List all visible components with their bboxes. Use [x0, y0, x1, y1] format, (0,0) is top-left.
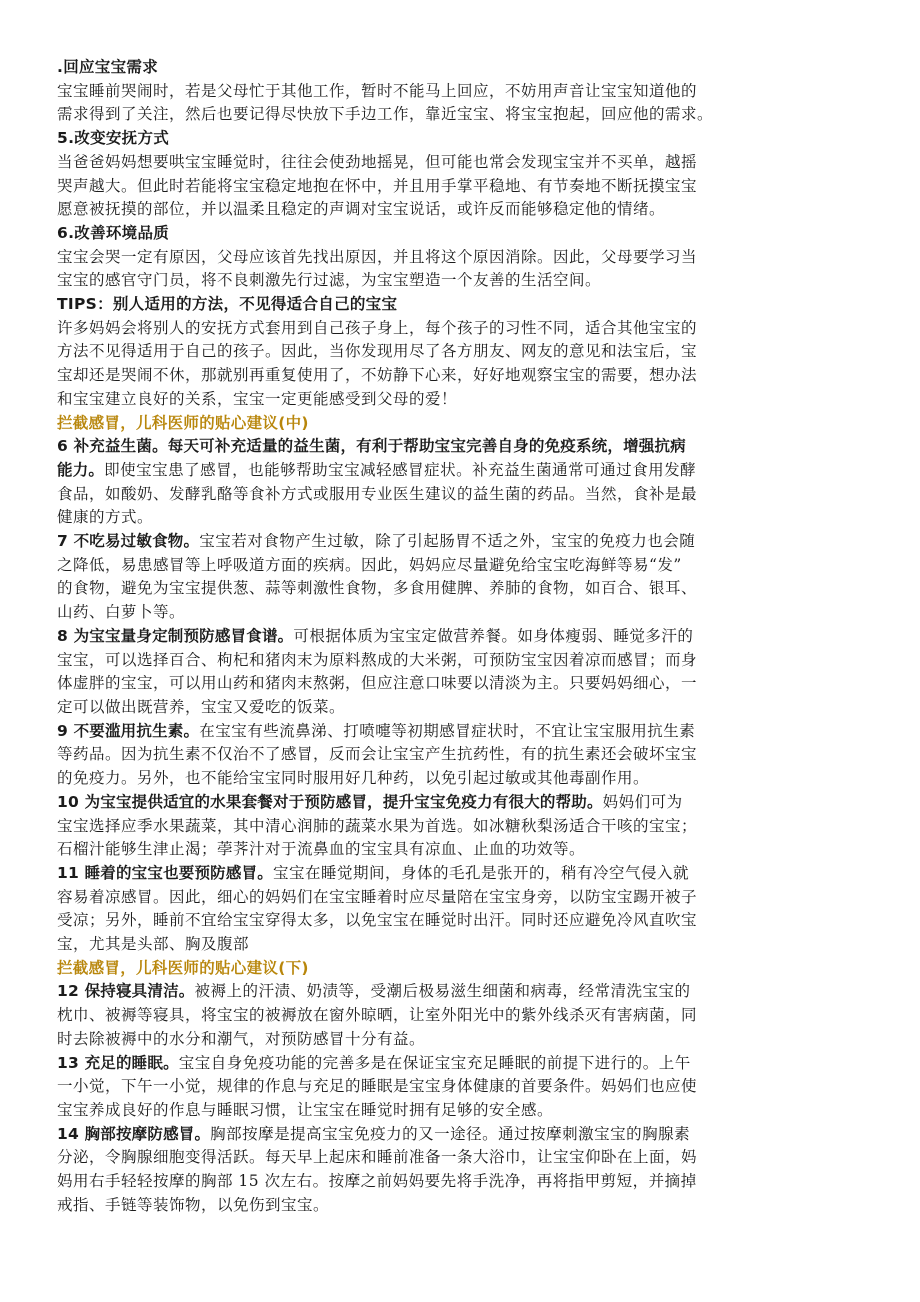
tip-lead-line: [57, 1052, 876, 1076]
tip-lead-bold: 11 睡着的宝宝也要预防感冒。: [57, 863, 273, 882]
tip-lead-line: [57, 980, 876, 1004]
body-text-line: 时去除被褥中的水分和潮气，对预防感冒十分有益。: [57, 1029, 426, 1048]
section-heading-line: 拦截感冒，儿科医师的贴心建议(中): [57, 413, 309, 432]
tip-lead-line: [57, 530, 876, 554]
tip-lead-line: [57, 791, 876, 815]
body-text-line: 食品，如酸奶、发酵乳酪等食补方式或服用专业医生建议的益生菌的药品。当然，食补是最: [57, 484, 698, 503]
tip-lead-bold: 12 保持寝具清洁。: [57, 982, 195, 1001]
tip-lead-bold: 9 不要滥用抗生素。: [57, 721, 200, 740]
document-body: [57, 56, 876, 1217]
tip-lead-bold: 7 不吃易过敏食物。: [57, 532, 200, 551]
subheading-line: .回应宝宝需求: [57, 58, 158, 76]
body-text-line: 枕巾、被褥等寝具，将宝宝的被褥放在窗外晾晒，让室外阳光中的紫外线杀灭有害病菌，同: [57, 1006, 698, 1025]
body-text-line: 宝宝会哭一定有原因，父母应该首先找出原因，并且将这个原因消除。因此，父母要学习当: [57, 247, 698, 266]
body-text-line: 妈用右手轻轻按摩的胸部 15 次左右。按摩之前妈妈要先将手洗净，再将指甲剪短，并摘掉: [57, 1172, 697, 1191]
body-text-line: 的免疫力。另外，也不能给宝宝同时服用好几种药，以免引起过敏或其他毒副作用。: [57, 769, 650, 788]
tip-lead-bold: 6 补充益生菌。每天可补充适量的益生菌，有利于帮助宝宝完善自身的免疫系统，增强抗病: [57, 437, 686, 456]
body-text-line: 容易着凉感冒。因此，细心的妈妈们在宝宝睡着时应尽量陪在宝宝身旁，以防宝宝踢开被子: [57, 887, 698, 906]
body-text-line: 之降低，易患感冒等上呼吸道方面的疾病。因此，妈妈应尽量避免给宝宝吃海鲜等易“发”: [57, 555, 682, 574]
body-text-line: 宝却还是哭闹不休，那就别再重复使用了，不妨静下心来，好好地观察宝宝的需要，想办法: [57, 366, 698, 385]
body-text-line: 宝宝睡前哭闹时，若是父母忙于其他工作，暂时不能马上回应，不妨用声音让宝宝知道他的: [57, 81, 698, 100]
body-text-line: 定可以做出既营养，宝宝又爱吃的饭菜。: [57, 697, 346, 716]
tip-lead-bold: 14 胸部按摩防感冒。: [57, 1124, 211, 1143]
tip-lead-bold: 8 为宝宝量身定制预防感冒食谱。: [57, 626, 294, 645]
body-text-line: 宝宝选择应季水果蔬菜，其中清心润肺的蔬菜水果为首选。如冰糖秋梨汤适合干咳的宝宝；: [57, 816, 698, 835]
body-text-line: 受凉；另外，睡前不宜给宝宝穿得太多，以免宝宝在睡觉时出汗。同时还应避免冷风直吹宝: [57, 911, 698, 930]
tip-lead-text: 宝宝自身免疫功能的完善多是在保证宝宝充足睡眠的前提下进行的。上午: [178, 1053, 691, 1072]
tip-lead-text: 在宝宝有些流鼻涕、打喷嚏等初期感冒症状时，不宜让宝宝服用抗生素: [199, 721, 696, 740]
body-text-line: 等药品。因为抗生素不仅治不了感冒，反而会让宝宝产生抗药性，有的抗生素还会破坏宝宝: [57, 745, 698, 764]
body-text-line: 许多妈妈会将别人的安抚方式套用到自己孩子身上，每个孩子的习性不同，适合其他宝宝的: [57, 318, 698, 337]
tip-lead-line: [57, 625, 876, 649]
body-text-line: 分泌，令胸腺细胞变得活跃。每天早上起床和睡前准备一条大浴巾，让宝宝仰卧在上面，妈: [57, 1148, 698, 1167]
tip-lead-line: [57, 459, 876, 483]
tip-lead-line: [57, 1123, 876, 1147]
body-text-line: 方法不见得适用于自己的孩子。因此，当你发现用尽了各方朋友、网友的意见和法宝后，宝: [57, 342, 698, 361]
body-text-line: 一小觉，下午一小觉，规律的作息与充足的睡眠是宝宝身体健康的首要条件。妈妈们也应使: [57, 1077, 698, 1096]
body-text-line: 山药、白萝卜等。: [57, 603, 186, 622]
body-text-line: 的食物，避免为宝宝提供葱、蒜等刺激性食物，多食用健脾、养肺的食物，如百合、银耳、: [57, 579, 698, 598]
body-text-line: 愿意被抚摸的部位，并以温柔且稳定的声调对宝宝说话，或许反而能够稳定他的情绪。: [57, 200, 666, 219]
tip-lead-bold: 能力。: [57, 460, 105, 479]
body-text-line: 宝，尤其是头部、胸及腹部: [57, 935, 250, 954]
tip-lead-line: [57, 720, 876, 744]
subheading-line: 5.改变安抚方式: [57, 129, 170, 148]
body-text-line: 需求得到了关注，然后也要记得尽快放下手边工作，靠近宝宝、将宝宝抱起，回应他的需求。: [57, 105, 714, 124]
section-heading-line: 拦截感冒，儿科医师的贴心建议(下): [57, 958, 309, 977]
tip-lead-line: [57, 435, 876, 459]
body-text-line: 戒指、手链等装饰物，以免伤到宝宝。: [57, 1195, 330, 1214]
tip-lead-text: 宝宝在睡觉期间，身体的毛孔是张开的，稍有冷空气侵入就: [272, 863, 689, 882]
tip-lead-text: 胸部按摩是提高宝宝免疫力的又一途径。通过按摩刺激宝宝的胸腺素: [210, 1124, 691, 1143]
body-text-line: 哭声越大。但此时若能将宝宝稳定地抱在怀中，并且用手掌平稳地、有节奏地不断抚摸宝宝: [57, 176, 698, 195]
body-text-line: 宝宝，可以选择百合、枸杞和猪肉末为原料熬成的大米粥，可预防宝宝因着凉而感冒；而身: [57, 650, 698, 669]
body-text-line: 健康的方式。: [57, 508, 154, 527]
subheading-line: TIPS：别人适用的方法，不见得适合自己的宝宝: [57, 295, 398, 314]
tip-lead-text: 即使宝宝患了感冒，也能够帮助宝宝减轻感冒症状。补充益生菌通常可通过食用发酵: [104, 460, 697, 479]
tip-lead-bold: 10 为宝宝提供适宜的水果套餐对于预防感冒，提升宝宝免疫力有很大的帮助。: [57, 792, 603, 811]
body-text-line: 宝宝养成良好的作息与睡眠习惯，让宝宝在睡觉时拥有足够的安全感。: [57, 1100, 554, 1119]
tip-lead-text: 被褥上的汗渍、奶渍等，受潮后极易滋生细菌和病毒，经常清洗宝宝的: [194, 982, 691, 1001]
body-text-line: 和宝宝建立良好的关系，宝宝一定更能感受到父母的爱！: [57, 389, 458, 408]
body-text-line: 体虚胖的宝宝，可以用山药和猪肉末熬粥，但应注意口味要以清淡为主。只要妈妈细心，一: [57, 674, 698, 693]
body-text-line: 宝宝的感官守门员，将不良刺激先行过滤，为宝宝塑造一个友善的生活空间。: [57, 271, 602, 290]
subheading-line: 6.改善环境品质: [57, 223, 170, 242]
tip-lead-bold: 13 充足的睡眠。: [57, 1053, 179, 1072]
body-text-line: 当爸爸妈妈想要哄宝宝睡觉时，往往会使劲地摇晃，但可能也常会发现宝宝并不买单，越摇: [57, 152, 698, 171]
body-text-line: 石榴汁能够生津止渴；荸荠汁对于流鼻血的宝宝具有凉血、止血的功效等。: [57, 840, 586, 859]
tip-lead-line: [57, 862, 876, 886]
tip-lead-text: 可根据体质为宝宝定做营养餐。如身体瘦弱、睡觉多汗的: [293, 626, 694, 645]
tip-lead-text: 宝宝若对食物产生过敏，除了引起肠胃不适之外，宝宝的免疫力也会随: [199, 532, 696, 551]
tip-lead-text: 妈妈们可为: [602, 792, 683, 811]
